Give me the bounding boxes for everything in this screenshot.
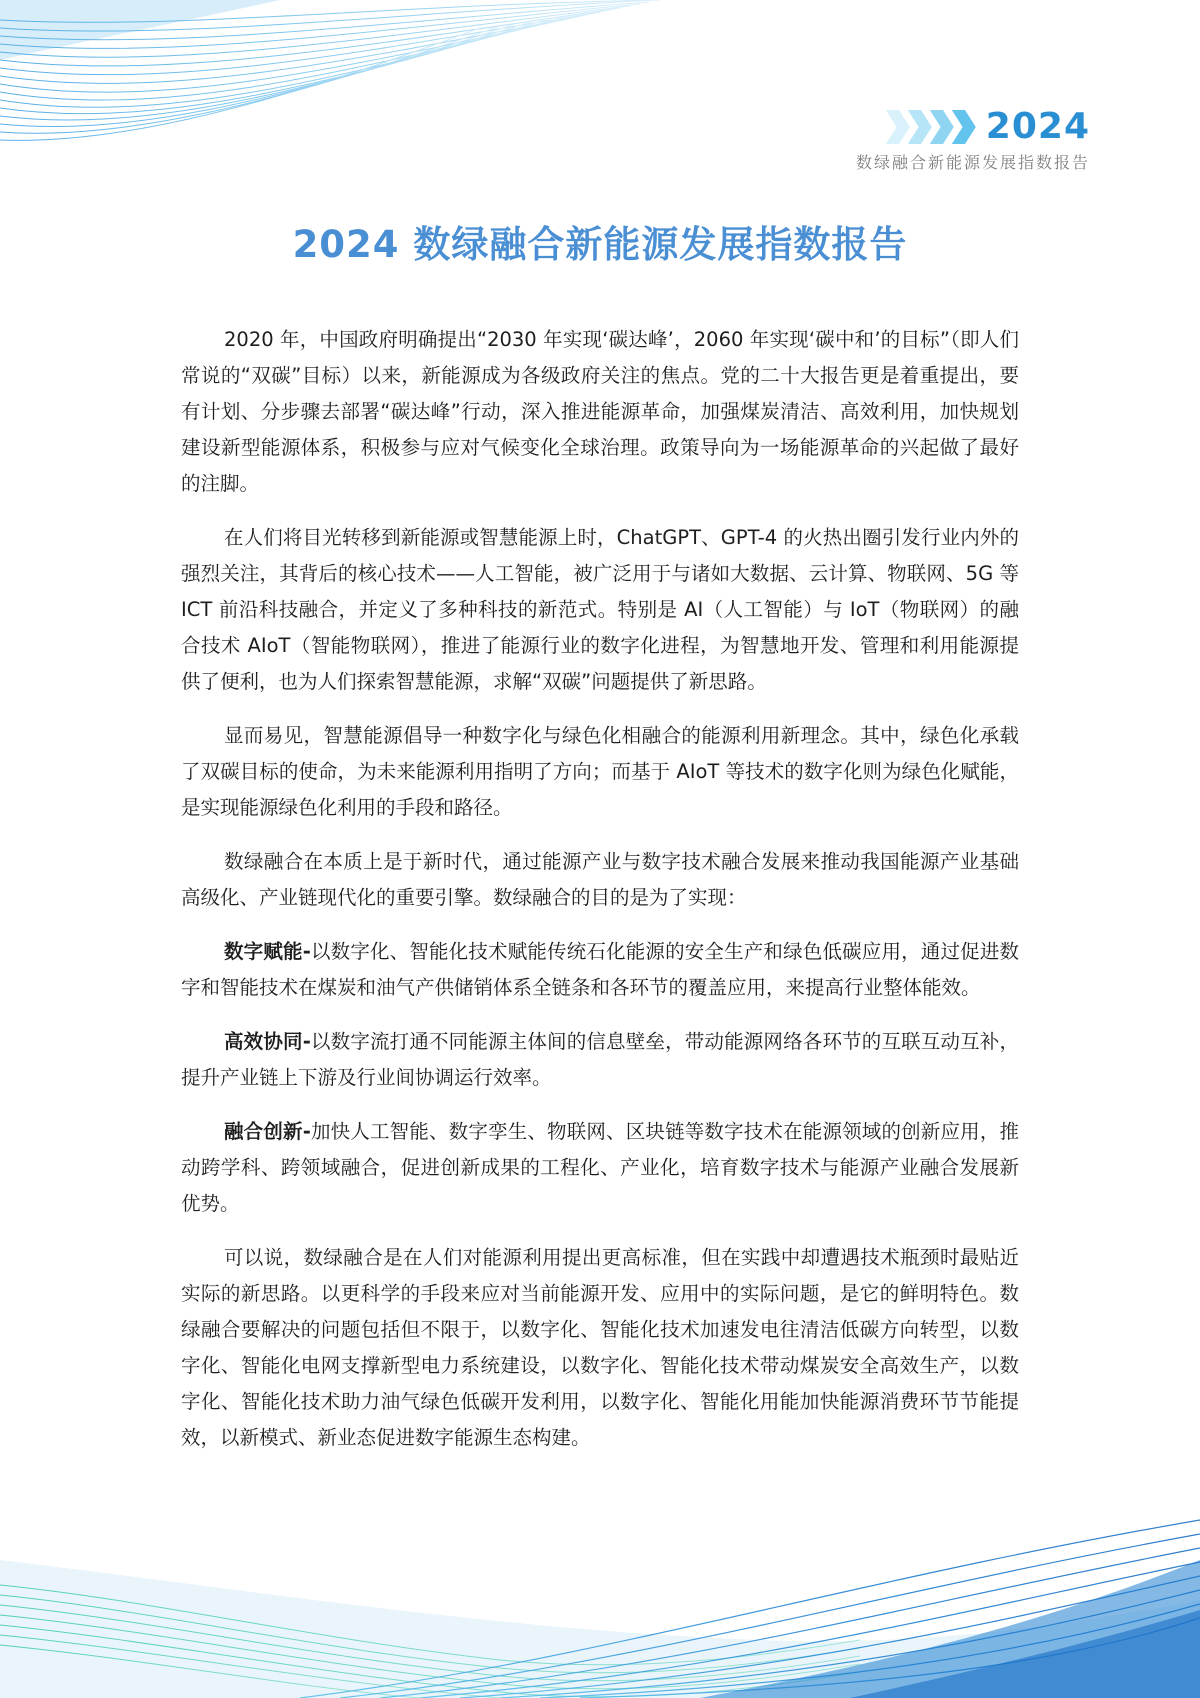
chevron-arrows-icon — [888, 110, 976, 144]
header-subtitle: 数绿融合新能源发展指数报告 — [855, 153, 1090, 172]
goal-text: 以数字流打通不同能源主体间的信息壁垒，带动能源网络各环节的互联互动互补，提升产业链上下游及行业间协调运行效率。 — [181, 1030, 1019, 1089]
goal-digital-empowerment — [181, 934, 1019, 1006]
paragraph-intro: 2020 年，中国政府明确提出“2030 年实现‘碳达峰’，2060 年实现‘碳中和’的目标”（即人们常说的“双碳”目标）以来，新能源成为各级政府关注的焦点。党的二十大报告更是着重提出，要有计划、分步骤去部署“碳达峰”行动，深入推进能源革命，加强煤炭清洁、高效利用，加快规划建设新型能源体系，积极参与应对气候变化全球治理。政策导向为一场能源革命的兴起做了最好的注脚。 — [181, 328, 1019, 495]
goal-lead: 融合创新- — [224, 1120, 311, 1143]
goal-lead: 数字赋能- — [224, 940, 311, 963]
goal-efficient-collaboration — [181, 1024, 1019, 1096]
header-badge — [856, 108, 1090, 173]
paragraph-smart-energy: 显而易见，智慧能源倡导一种数字化与绿色化相融合的能源利用新理念。其中，绿色化承载了双碳目标的使命，为未来能源利用指明了方向；而基于 AIoT 等技术的数字化则为绿色化赋能，是实现能源绿色化利用的手段和路径。 — [181, 724, 1019, 819]
page-title: 2024 数绿融合新能源发展指数报告 — [292, 223, 908, 266]
report-body — [181, 322, 1019, 1474]
paragraph-ai: 在人们将目光转移到新能源或智慧能源上时，ChatGPT、GPT-4 的火热出圈引发行业内外的强烈关注，其背后的核心技术——人工智能，被广泛用于与诸如大数据、云计算、物联网、5G 等 ICT 前沿科技融合，并定义了多种科技的新范式。特别是 AI（人工智能）与 IoT（物联网）的融合技术 AIoT（智能物联网），推进了能源行业的数字化进程，为智慧地开发、管理和利用能源提供了便利，也为人们探索智慧能源，求解“双碳”问题提供了新思路。 — [181, 526, 1019, 693]
header-year: 2024 — [985, 106, 1090, 147]
goal-integrated-innovation — [181, 1114, 1019, 1222]
paragraph-purpose: 数绿融合在本质上是于新时代，通过能源产业与数字技术融合发展来推动我国能源产业基础高级化、产业链现代化的重要引擎。数绿融合的目的是为了实现： — [181, 850, 1019, 909]
paragraph-closing: 可以说，数绿融合是在人们对能源利用提出更高标准，但在实践中却遭遇技术瓶颈时最贴近实际的新思路。以更科学的手段来应对当前能源开发、应用中的实际问题，是它的鲜明特色。数绿融合要解决的问题包括但不限于，以数字化、智能化技术加速发电往清洁低碳方向转型，以数字化、智能化电网支撑新型电力系统建设，以数字化、智能化技术带动煤炭安全高效生产，以数字化、智能化技术助力油气绿色低碳开发利用，以数字化、智能化用能加快能源消费环节节能提效，以新模式、新业态促进数字能源生态构建。 — [181, 1246, 1019, 1449]
goal-lead: 高效协同- — [224, 1030, 311, 1053]
goal-text: 加快人工智能、数字孪生、物联网、区块链等数字技术在能源领域的创新应用，推动跨学科、跨领域融合，促进创新成果的工程化、产业化，培育数字技术与能源产业融合发展新优势。 — [181, 1120, 1019, 1215]
goal-text: 以数字化、智能化技术赋能传统石化能源的安全生产和绿色低碳应用，通过促进数字和智能技术在煤炭和油气产供储销体系全链条和各环节的覆盖应用，来提高行业整体能效。 — [181, 940, 1019, 999]
